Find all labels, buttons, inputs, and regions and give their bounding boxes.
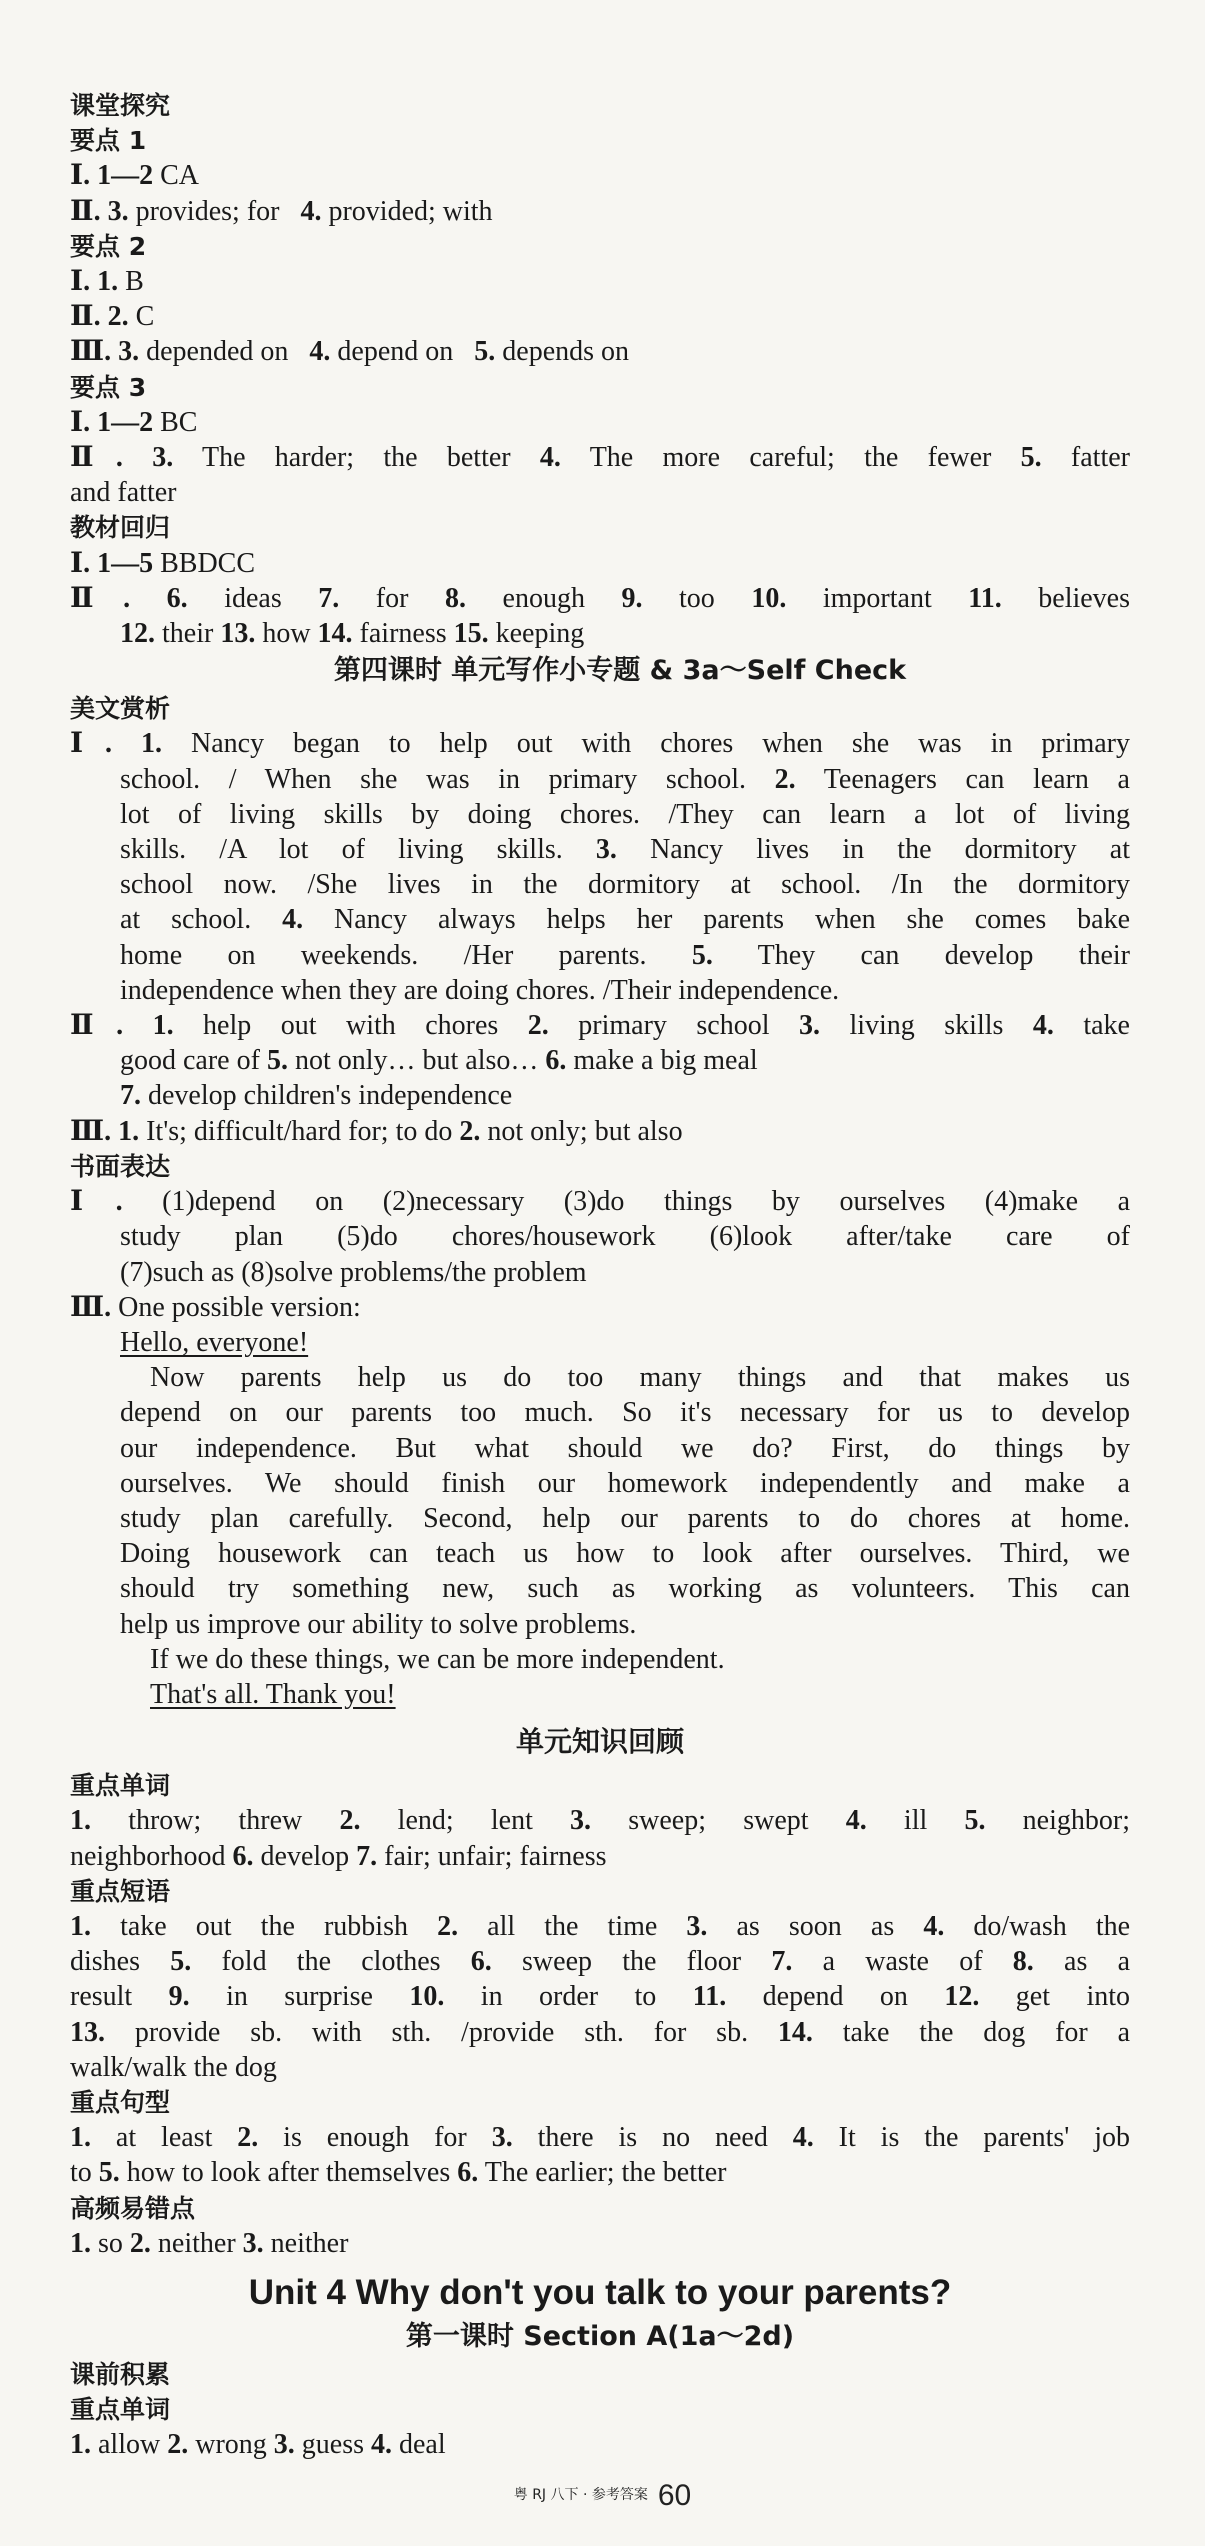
heading-writing: 书面表达 xyxy=(70,1151,171,1181)
answer-item: 4. provided; with xyxy=(300,195,493,227)
essay-closing xyxy=(70,1677,1130,1712)
answer-line: Ⅰ. 1—5 BBDCC xyxy=(70,547,256,579)
answer-line: Ⅱ. 2. C xyxy=(70,301,155,333)
unit-4-lesson-1-title: 第一课时 Section A(1a～2d) xyxy=(405,2320,795,2352)
answer-line: 7. develop children's independence xyxy=(120,1080,513,1112)
closing-text: That's all. Thank you! xyxy=(150,1678,396,1710)
answer-line: Ⅰ. 1—2 BC xyxy=(70,406,198,438)
answer-line: at school. 4. Nancy always helps her parents when she comes bake xyxy=(120,904,1130,936)
essay-greeting xyxy=(70,1325,1130,1360)
unit-4-title: Unit 4 Why don't you talk to your parents? xyxy=(248,2272,952,2312)
essay-line: help us improve our ability to solve problems. xyxy=(120,1608,637,1640)
page-content xyxy=(70,88,1130,2463)
heading-classroom: 课堂探究 xyxy=(70,91,171,120)
heading-point-1: 要点 1 xyxy=(70,126,147,156)
answer-line: Ⅰ. 1. Nancy began to help out with chores when she was in primary xyxy=(70,728,1131,760)
answer-line: to 5. how to look after themselves 6. The earlier; the better xyxy=(70,2157,727,2189)
heading-point-2: 要点 2 xyxy=(70,231,147,261)
answer-line: and fatter xyxy=(70,477,177,509)
answer-line: study plan (5)do chores/housework (6)look after/take care of xyxy=(120,1221,1130,1253)
answer-line xyxy=(70,334,1130,369)
essay-line: study plan carefully. Second, help our parents to do chores at home. xyxy=(120,1502,1130,1534)
answer-item: Ⅱ. 3. provides; for xyxy=(70,195,280,227)
heading-key-sentences: 重点句型 xyxy=(70,2087,171,2117)
answer-line: lot of living skills by doing chores. /They can learn a lot of living xyxy=(120,798,1130,830)
answer-line: independence when they are doing chores. /Their independence. xyxy=(120,974,840,1006)
heading-pre-class: 课前积累 xyxy=(70,2359,171,2389)
heading-key-phrases: 重点短语 xyxy=(70,1876,171,1906)
answer-line: school now. /She lives in the dormitory at school. /In the dormitory xyxy=(120,869,1130,901)
essay-line: should try something new, such as working as volunteers. This can xyxy=(120,1573,1130,1605)
answer-line: Ⅲ. 1. It's; difficult/hard for; to do 2. not only; but also xyxy=(70,1115,683,1147)
answer-item: 4. depend on xyxy=(309,336,454,368)
answer-line: Ⅰ. 1. B xyxy=(70,266,144,298)
answer-line xyxy=(70,440,1130,475)
answer-item: 5. depends on xyxy=(474,336,630,368)
answer-line: 1. take out the rubbish 2. all the time 3. as soon as 4. do/wash the xyxy=(70,1910,1131,1942)
answer-line: (7)such as (8)solve problems/the problem xyxy=(120,1256,587,1288)
writing-part-1 xyxy=(70,1184,1130,1290)
answer-line: home on weekends. /Her parents. 5. They can develop their xyxy=(120,939,1130,971)
answer-item: 5. fatter xyxy=(1020,442,1130,474)
answer-line: 1. at least 2. is enough for 3. there is no need 4. It is the parents' job xyxy=(70,2122,1130,2154)
answer-line: school. / When she was in primary school. 2. Teenagers can learn a xyxy=(120,763,1130,795)
heading-textbook-review: 教材回归 xyxy=(70,513,171,543)
answer-line: Ⅰ. (1)depend on (2)necessary (3)do things by ourselves (4)make a xyxy=(70,1186,1130,1218)
answer-item: Ⅲ. 3. depended on xyxy=(70,336,289,368)
answer-line: Ⅲ. One possible version: xyxy=(70,1291,361,1323)
answer-line: good care of 5. not only… but also… 6. make a big meal xyxy=(120,1045,758,1077)
essay-line: our independence. But what should we do? First, do things by xyxy=(120,1432,1130,1464)
answer-line: Ⅰ. 1—2 CA xyxy=(70,160,200,192)
page-number: 60 xyxy=(657,2479,692,2512)
answer-line: skills. /A lot of living skills. 3. Nancy lives in the dormitory at xyxy=(120,834,1131,866)
heading-appreciation: 美文赏析 xyxy=(70,694,171,724)
answer-line: result 9. in surprise 10. in order to 11. depend on 12. get into xyxy=(70,1981,1131,2013)
answer-line: 1. throw; threw 2. lend; lent 3. sweep; swept 4. ill 5. neighbor; xyxy=(70,1805,1130,1837)
answer-line: neighborhood 6. develop 7. fair; unfair; fairness xyxy=(70,1840,607,1872)
answer-line xyxy=(70,194,1130,229)
answer-line: 1. so 2. neither 3. neither xyxy=(70,2227,349,2259)
page-footer xyxy=(0,2478,1205,2514)
heading-common-errors: 高频易错点 xyxy=(70,2193,196,2223)
essay-line: depend on our parents too much. So it's necessary for us to develop xyxy=(120,1397,1130,1429)
footer-label: 粤 RJ 八下 · 参考答案 xyxy=(513,2487,648,2503)
essay-line: If we do these things, we can be more independent. xyxy=(150,1643,725,1675)
answer-item: Ⅱ. 3. The harder; the better xyxy=(70,442,511,474)
appreciation-part-1 xyxy=(70,726,1130,1008)
answer-line: 1. allow 2. wrong 3. guess 4. deal xyxy=(70,2429,446,2461)
greeting-text: Hello, everyone! xyxy=(120,1326,309,1358)
heading-point-3: 要点 3 xyxy=(70,372,147,402)
appreciation-part-2 xyxy=(70,1008,1130,1114)
essay-line: ourselves. We should finish our homework independently and make a xyxy=(120,1467,1130,1499)
answer-line: Ⅱ. 1. help out with chores 2. primary school 3. living skills 4. take xyxy=(70,1010,1130,1042)
essay-body xyxy=(70,1360,1130,1712)
answer-line: 13. provide sb. with sth. /provide sth. for sb. 14. take the dog for a xyxy=(70,2016,1131,2048)
answer-line: walk/walk the dog xyxy=(70,2051,277,2083)
answer-line: 12. their 13. how 14. fairness 15. keeping xyxy=(120,618,585,650)
lesson-4-title: 第四课时 单元写作小专题 & 3a～Self Check xyxy=(333,655,907,687)
essay-line: Doing housework can teach us how to look after ourselves. Third, we xyxy=(120,1538,1130,1570)
answer-line: dishes 5. fold the clothes 6. sweep the floor 7. a waste of 8. as a xyxy=(70,1946,1130,1978)
unit-review-title: 单元知识回顾 xyxy=(515,1725,684,1759)
answer-item: 4. The more careful; the fewer xyxy=(539,442,992,474)
essay-line: Now parents help us do too many things and that makes us xyxy=(150,1362,1130,1394)
heading-unit4-key-words: 重点单词 xyxy=(70,2395,171,2425)
answer-line: Ⅱ. 6. ideas 7. for 8. enough 9. too 10. important 11. believes xyxy=(70,582,1131,614)
heading-key-words: 重点单词 xyxy=(70,1771,171,1801)
